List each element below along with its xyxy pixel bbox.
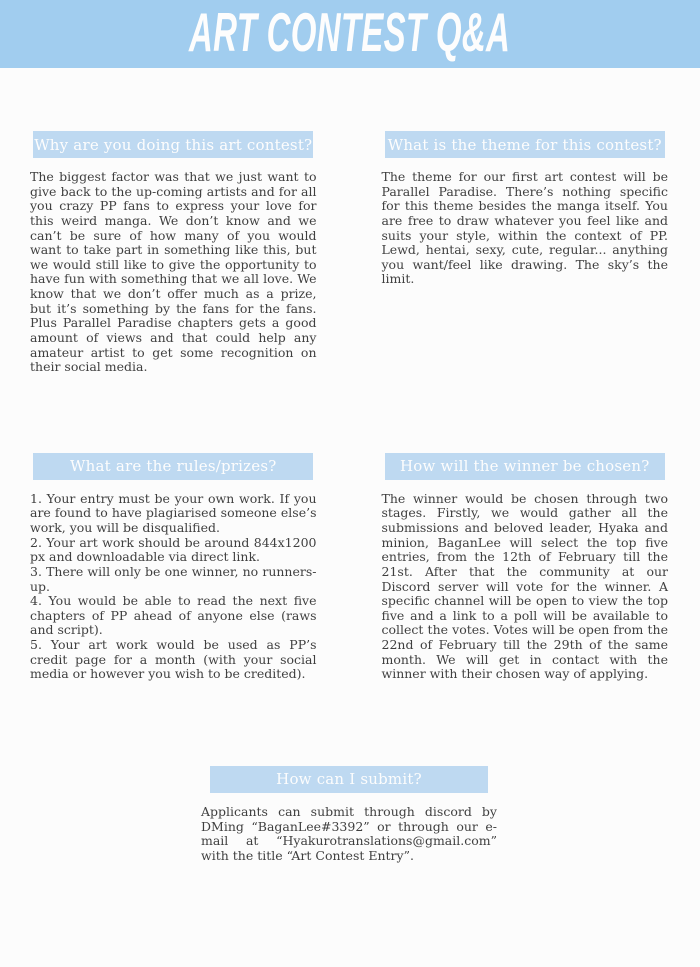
qa-section-theme xyxy=(382,131,669,375)
rules-list xyxy=(30,492,317,682)
rule-item-3: 3. There will only be one winner, no runners-up. xyxy=(30,563,317,594)
qa-section-why-contest xyxy=(30,131,317,375)
page-header-banner xyxy=(0,0,700,68)
answer-how-to-submit: Applicants can submit through discord by DMing “BaganLee#3392” or through our e-mail at “Hyakurotranslations@gmail.com” with the title “Art Contest Entry”. xyxy=(201,803,497,863)
page-title: ART CONTEST Q&A xyxy=(189,0,511,63)
question-bar-theme: What is the theme for this contest? xyxy=(385,131,665,158)
rule-item-2: 2. Your art work should be around 844x1200 px and downloadable via direct link. xyxy=(30,534,317,565)
question-bar-why-contest: Why are you doing this art contest? xyxy=(33,131,313,158)
qa-section-winner-selection xyxy=(382,453,669,682)
question-bar-rules-prizes: What are the rules/prizes? xyxy=(33,453,313,480)
qa-section-how-to-submit xyxy=(201,766,497,864)
question-bar-how-to-submit: How can I submit? xyxy=(210,766,488,793)
answer-theme: The theme for our first art contest will be Parallel Paradise. There’s nothing specific for this theme besides the manga itself. You are free to draw whatever you feel like and suits your style, within the context of PP. Lewd, hentai, sexy, cute, regular... anything you want/feel like drawing. The sky’s the limit. xyxy=(381,169,668,287)
rule-item-1: 1. Your entry must be your own work. If you are found to have plagiarised someone else’s work, you will be disqualified. xyxy=(30,490,317,535)
rule-item-4: 4. You would be able to read the next five chapters of PP ahead of anyone else (raws and script). xyxy=(30,593,317,638)
question-bar-winner-selection: How will the winner be chosen? xyxy=(385,453,665,480)
qa-section-rules-prizes xyxy=(30,453,317,682)
answer-why-contest: The biggest factor was that we just want to give back to the up-coming artists and for all you crazy PP fans to express your love for this weird manga. We don’t know and we can’t be sure of how many of you would want to take part in something like this, but we would still like to give the opportunity to have fun with something that we all love. We know that we don’t offer much as a prize, but it’s something by the fans for the fans. Plus Parallel Paradise chapters gets a good amount of views and that could help any amateur artist to get some recognition on their social media. xyxy=(30,169,317,375)
page-content xyxy=(0,68,700,863)
rule-item-5: 5. Your art work would be used as PP’s credit page for a month (with your social media or however you wish to be credited). xyxy=(30,637,317,682)
answer-winner-selection: The winner would be chosen through two stages. Firstly, we would gather all the submissions and beloved leader, Hyaka and minion, BaganLee will select the top five entries, from the 12th of February till the 21st. After that the community at our Discord server will vote for the winner. A specific channel will be open to view the top five and a link to a poll will be available to collect the votes. Votes will be open from the 22nd of February till the 29th of the same month. We will get in contact with the winner with their chosen way of applying. xyxy=(381,490,668,682)
qa-grid xyxy=(30,131,668,682)
